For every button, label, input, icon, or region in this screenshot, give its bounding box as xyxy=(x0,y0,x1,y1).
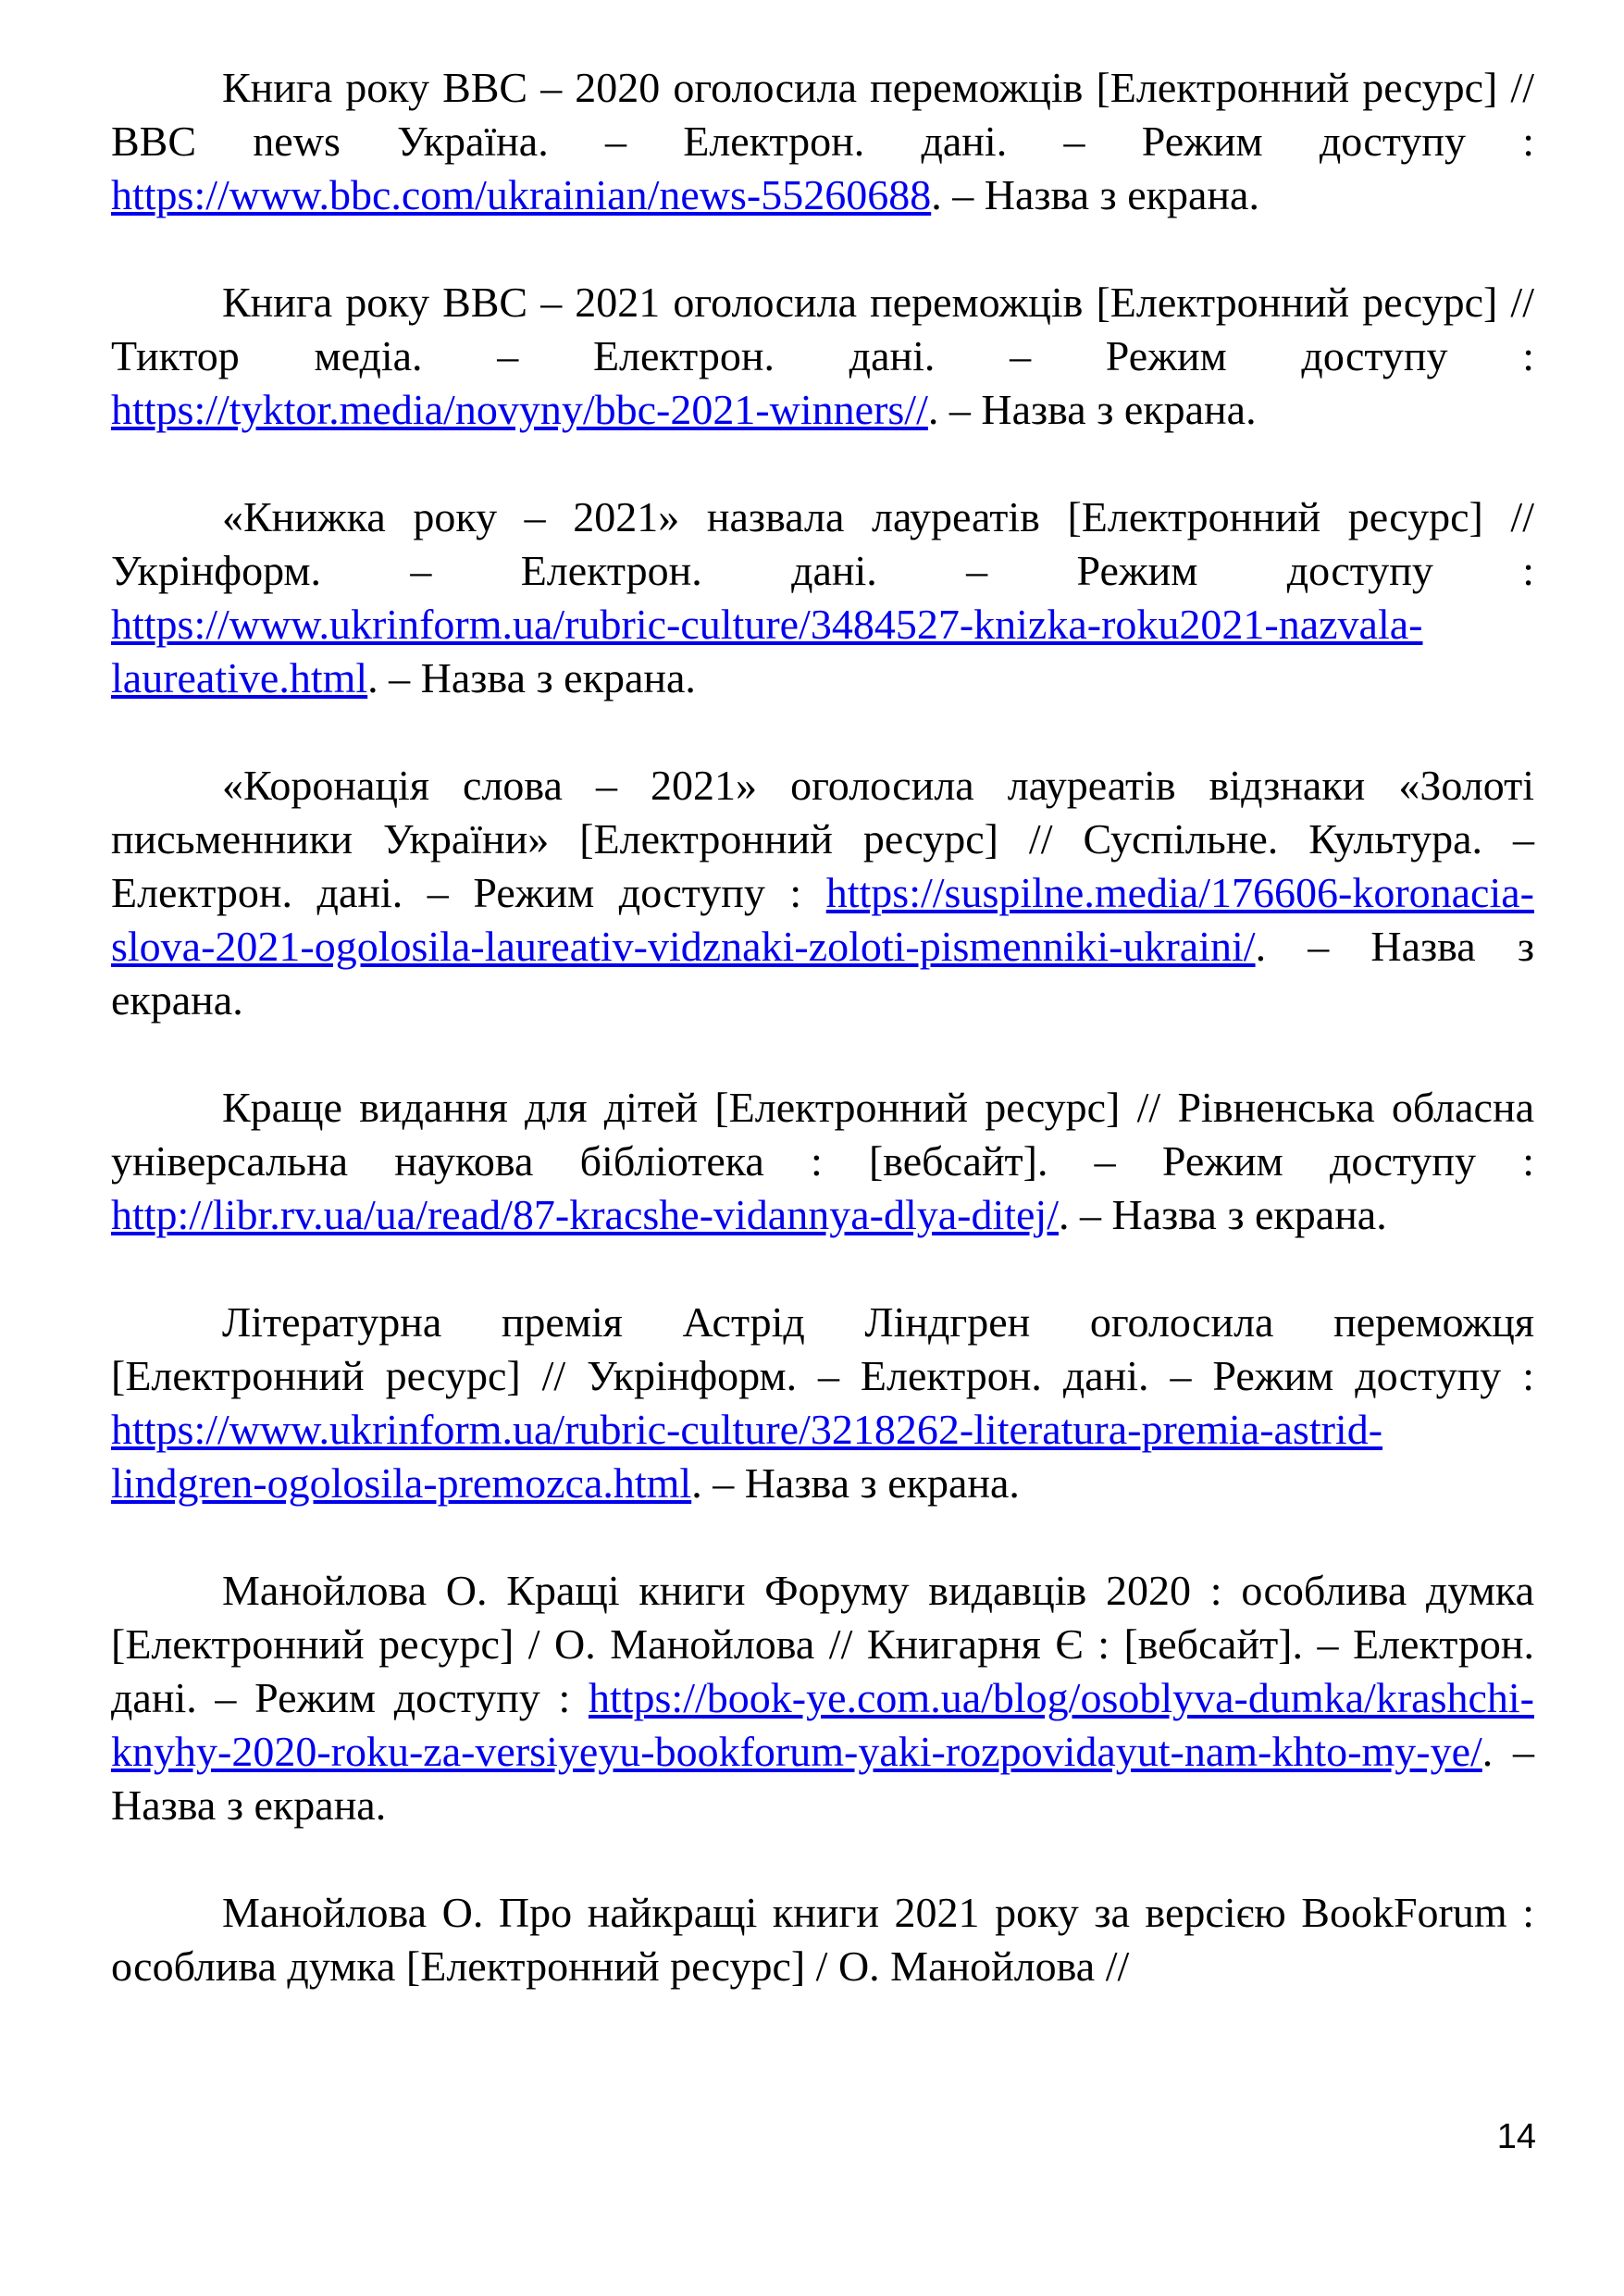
entry-link[interactable]: https://tyktor.media/novyny/bbc-2021-winners// xyxy=(111,386,928,433)
entry-link[interactable]: https://suspilne.media/176606-koronacia-slova-2021-ogolosila-laureativ-vidznaki-zoloti-pismenniki-ukraini/ xyxy=(111,869,1534,970)
entry-tail: . – Назва з екрана. xyxy=(1059,1191,1387,1238)
bibliography-entry-7 xyxy=(111,1564,1534,1832)
entry-tail: . – Назва з екрана. xyxy=(927,386,1257,433)
bibliography-entry-8 xyxy=(111,1886,1534,1993)
bibliography-entry-3 xyxy=(111,490,1534,705)
entry-link[interactable]: https://book-ye.com.ua/blog/osoblyva-dumka/krashchi-knyhy-2020-roku-za-versiyeyu-bookforum-yaki-rozpovidayut-nam-khto-my-ye/ xyxy=(111,1674,1534,1775)
entry-tail: . – Назва з екрана. xyxy=(367,654,696,701)
entry-text: Книга року ВВС – 2020 оголосила переможців [Електронний ресурс] // BBC news Україна. – Електрон. дані. – Режим доступу : xyxy=(111,64,1534,165)
entry-text: «Книжка року – 2021» назвала лауреатів [Електронний ресурс] // Укрінформ. – Електрон. дані. – Режим доступу : xyxy=(111,493,1534,594)
bibliography-entry-4 xyxy=(111,759,1534,1027)
entry-link[interactable]: https://www.ukrinform.ua/rubric-culture/3484527-knizka-roku2021-nazvala-laureative.html xyxy=(111,601,1423,701)
bibliography-entry-1 xyxy=(111,61,1534,222)
bibliography-entry-5 xyxy=(111,1081,1534,1242)
entry-text: Краще видання для дітей [Електронний ресурс] // Рівненська обласна універсальна наукова бібліотека : [вебсайт]. – Режим доступу : xyxy=(111,1084,1534,1185)
bibliography-list xyxy=(111,61,1534,2047)
entry-text: Літературна премія Астрід Ліндгрен оголосила переможця [Електронний ресурс] // Укрінформ. – Електрон. дані. – Режим доступу : xyxy=(111,1298,1534,1399)
entry-tail: . – Назва з екрана. xyxy=(111,923,1534,1024)
entry-tail: . – Назва з екрана. xyxy=(111,1728,1534,1829)
entry-text: Манойлова О. Кращі книги Форуму видавців 2020 : особлива думка [Електронний ресурс] / О. Манойлова // Книгарня Є : [вебсайт]. – Електрон. дані. – Режим доступу : xyxy=(111,1567,1534,1721)
entry-text: Манойлова О. Про найкращі книги 2021 року за версією BookForum : особлива думка [Електронний ресурс] / О. Манойлова // xyxy=(111,1889,1534,1990)
entry-tail: . – Назва з екрана. xyxy=(931,171,1259,218)
bibliography-entry-6 xyxy=(111,1296,1534,1510)
entry-text: Книга року ВВС – 2021 оголосила переможців [Електронний ресурс] // Тиктор медіа. – Електрон. дані. – Режим доступу : xyxy=(111,279,1534,379)
entry-text: «Коронація слова – 2021» оголосила лауреатів відзнаки «Золоті письменники України» [Електронний ресурс] // Суспільне. Культура. – Електрон. дані. – Режим доступу : xyxy=(111,762,1534,916)
page-number: 14 xyxy=(1496,2117,1536,2156)
entry-link[interactable]: https://www.bbc.com/ukrainian/news-55260688 xyxy=(111,171,932,218)
bibliography-entry-2 xyxy=(111,276,1534,437)
entry-link[interactable]: https://www.ukrinform.ua/rubric-culture/3218262-literatura-premia-astrid-lindgren-ogolosila-premozca.html xyxy=(111,1406,1383,1507)
entry-tail: . – Назва з екрана. xyxy=(691,1459,1020,1507)
entry-link[interactable]: http://libr.rv.ua/ua/read/87-kracshe-vidannya-dlya-ditej/ xyxy=(111,1191,1059,1238)
